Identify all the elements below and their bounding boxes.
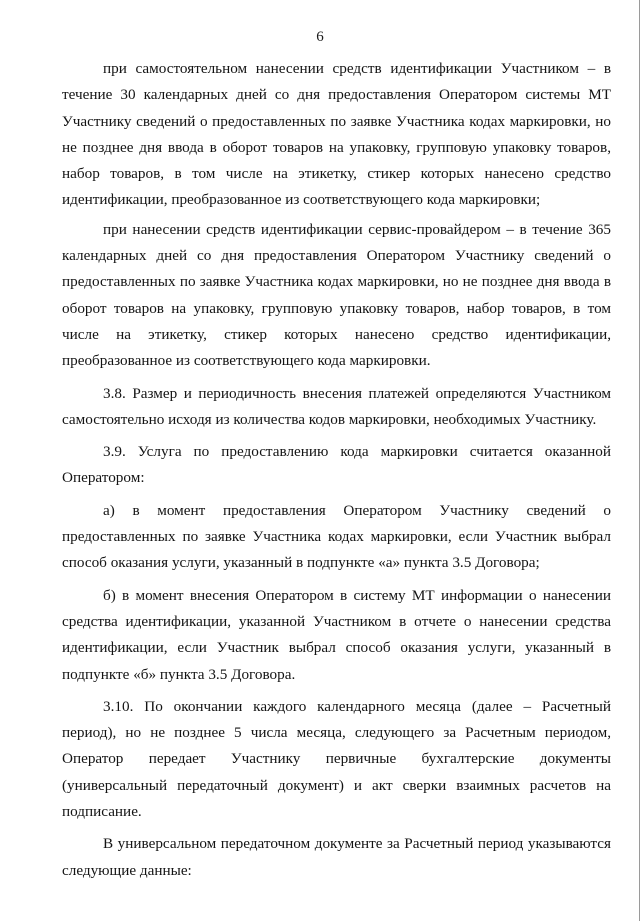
document-body [62, 56, 611, 884]
paragraph-3-10: 3.10. По окончании каждого календарного месяца (далее – Расчетный период), но не позднее 5 числа месяца, следующего за Расчетным периодом, Оператор передает Участнику первичные бухгалтерские документы (универсальный передаточный документ) и акт сверки взаимных расчетов на подписание. [62, 697, 611, 821]
paragraph-upd-data: В универсальном передаточном документе за Расчетный период указываются следующие данные: [62, 835, 611, 879]
paragraph-3-9-b: б) в момент внесения Оператором в систему МТ информации о нанесении средства идентификации, указанной Участником в отчете о нанесении средства идентификации, если Участник выбрал способ оказания услуги, указанный в подпункте «б» пункта 3.5 Договора. [62, 586, 611, 683]
paragraph-3-9-a: а) в момент предоставления Оператором Участнику сведений о предоставленных по заявке Участника кодах маркировки, если Участник выбрал способ оказания услуги, указанный в подпункте «а» пункта 3.5 Договора; [62, 501, 611, 572]
page-number: 6 [316, 29, 324, 45]
paragraph-self-application-term: при самостоятельном нанесении средств идентификации Участником – в течение 30 календарных дней со дня предоставления Оператором системы МТ Участнику сведений о предоставленных по заявке Участника кодах маркировки, но не позднее дня ввода в оборот товаров на упаковку, групповую упаковку товаров, набор товаров, в том числе на этикетку, стикер которых нанесено средство идентификации, преобразованное из соответствующего кода маркировки; [62, 60, 611, 209]
paragraph-3-8: 3.8. Размер и периодичность внесения платежей определяются Участником самостоятельно исходя из количества кодов маркировки, необходимых Участнику. [62, 384, 611, 428]
paragraph-3-9: 3.9. Услуга по предоставлению кода маркировки считается оказанной Оператором: [62, 443, 611, 487]
paragraph-service-provider-term: при нанесении средств идентификации сервис-провайдером – в течение 365 календарных дней со дня предоставления Оператором Участнику сведений о предоставленных по заявке Участника кодах маркировки, но не позднее дня ввода в оборот товаров на упаковку, групповую упаковку товаров, набор товаров, в том числе на этикетку, стикер которых нанесено средство идентификации, преобразованное из соответствующего кода маркировки. [62, 220, 611, 370]
